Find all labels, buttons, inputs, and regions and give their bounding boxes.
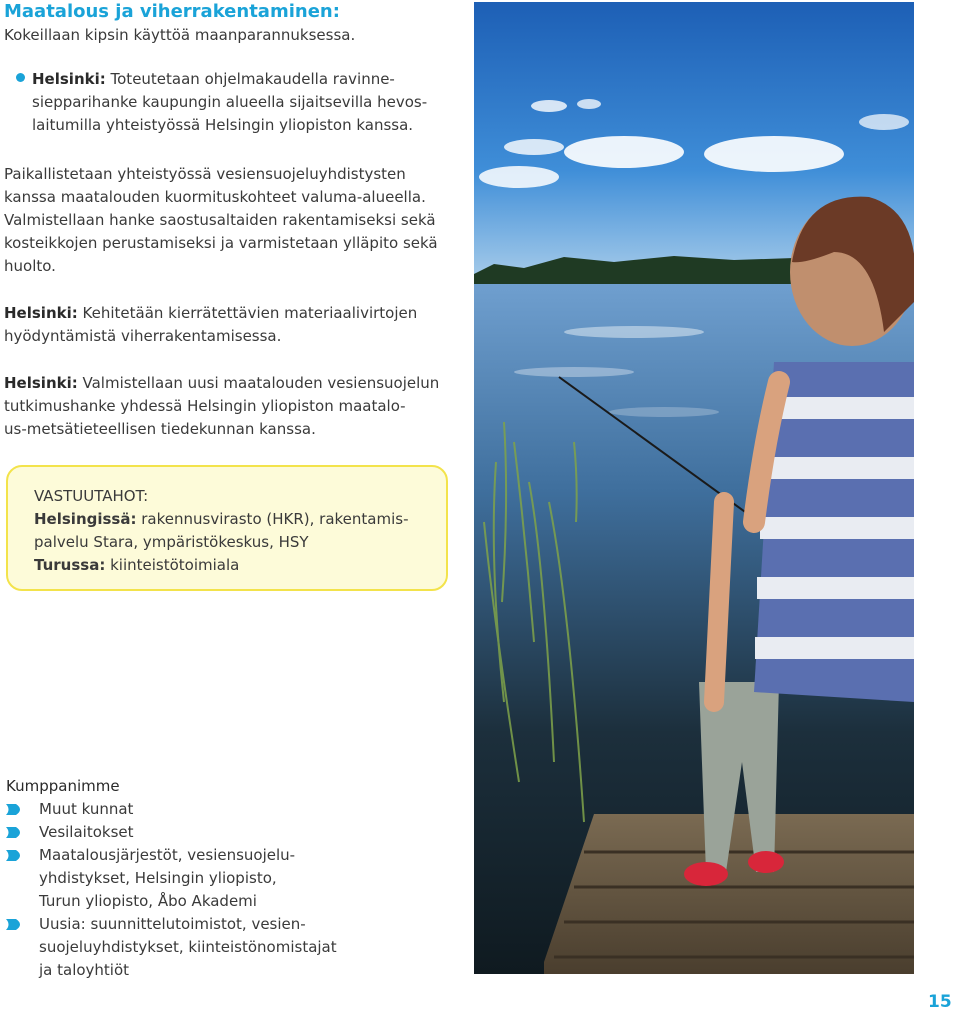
partner-line: Uusia: suunnittelutoimistot, vesien- xyxy=(39,915,306,933)
page-number: 15 xyxy=(928,992,952,1012)
paragraph-line: Paikallistetaan yhteistyössä vesiensuojeluyhdistysten xyxy=(4,165,406,183)
paragraph-helsinki-1 xyxy=(32,68,452,137)
paragraph-line: siepparihanke kaupungin alueella sijaitsevilla hevos- xyxy=(32,93,428,111)
paragraph-line: hyödyntämistä viherrakentamisessa. xyxy=(4,327,282,345)
paragraph-line: kosteikkojen perustamiseksi ja varmistetaan ylläpito sekä xyxy=(4,234,438,252)
paragraph-line: laitumilla yhteistyössä Helsingin yliopiston kanssa. xyxy=(32,116,414,134)
paragraph-label: Helsinki: xyxy=(32,70,106,88)
paragraph-line: us-metsätieteellisen tiedekunnan kanssa. xyxy=(4,420,316,438)
bullet-dot-icon xyxy=(16,73,25,82)
paragraph-line: kanssa maatalouden kuormituskohteet valuma-alueella. xyxy=(4,188,426,206)
responsibilities-content xyxy=(34,485,434,577)
partner-item xyxy=(39,844,369,913)
lake-fishing-photo xyxy=(474,2,914,974)
partner-line: yhdistykset, Helsingin yliopisto, xyxy=(39,869,277,887)
paragraph-line: huolto. xyxy=(4,257,56,275)
partners-title: Kumppanimme xyxy=(6,777,120,795)
section-subheading: Kokeillaan kipsin käyttöä maanparannuksessa. xyxy=(4,26,356,44)
helsinki-line: rakennusvirasto (HKR), rakentamis- xyxy=(141,510,409,528)
lake-fishing-illustration xyxy=(474,2,914,974)
partner-line: Turun yliopisto, Åbo Akademi xyxy=(39,892,257,910)
partner-line: Maatalousjärjestöt, vesiensuojelu- xyxy=(39,846,296,864)
paragraph-label: Helsinki: xyxy=(4,374,78,392)
arrow-bullet-icon xyxy=(6,804,24,815)
paragraph-label: Helsinki: xyxy=(4,304,78,322)
turku-text: kiinteistötoimiala xyxy=(110,556,240,574)
paragraph-helsinki-3 xyxy=(4,372,454,441)
paragraph-local xyxy=(4,163,454,278)
paragraph-line: tutkimushanke yhdessä Helsingin yliopiston maatalo- xyxy=(4,397,406,415)
paragraph-helsinki-2 xyxy=(4,302,454,348)
arrow-bullet-icon xyxy=(6,850,24,861)
helsinki-label: Helsingissä: xyxy=(34,510,137,528)
partner-item xyxy=(39,913,369,982)
responsibilities-box xyxy=(6,465,448,591)
paragraph-line: Toteutetaan ohjelmakaudella ravinne- xyxy=(110,70,395,88)
paragraph-line: Valmistellaan uusi maatalouden vesiensuojelun xyxy=(82,374,440,392)
partner-line: ja taloyhtiöt xyxy=(39,961,130,979)
partner-line: Muut kunnat xyxy=(39,800,134,818)
partner-item xyxy=(39,821,369,844)
partner-line: suojeluyhdistykset, kiinteistönomistajat xyxy=(39,938,337,956)
paragraph-line: Kehitetään kierrätettävien materiaalivirtojen xyxy=(82,304,418,322)
paragraph-line: Valmistellaan hanke saostusaltaiden rakentamiseksi sekä xyxy=(4,211,436,229)
partner-item xyxy=(39,798,369,821)
responsibilities-title: VASTUUTAHOT: xyxy=(34,487,149,505)
helsinki-line: palvelu Stara, ympäristökeskus, HSY xyxy=(34,533,309,551)
partner-line: Vesilaitokset xyxy=(39,823,134,841)
turku-label: Turussa: xyxy=(34,556,106,574)
arrow-bullet-icon xyxy=(6,919,24,930)
section-heading: Maatalous ja viherrakentaminen: xyxy=(4,1,340,22)
arrow-bullet-icon xyxy=(6,827,24,838)
